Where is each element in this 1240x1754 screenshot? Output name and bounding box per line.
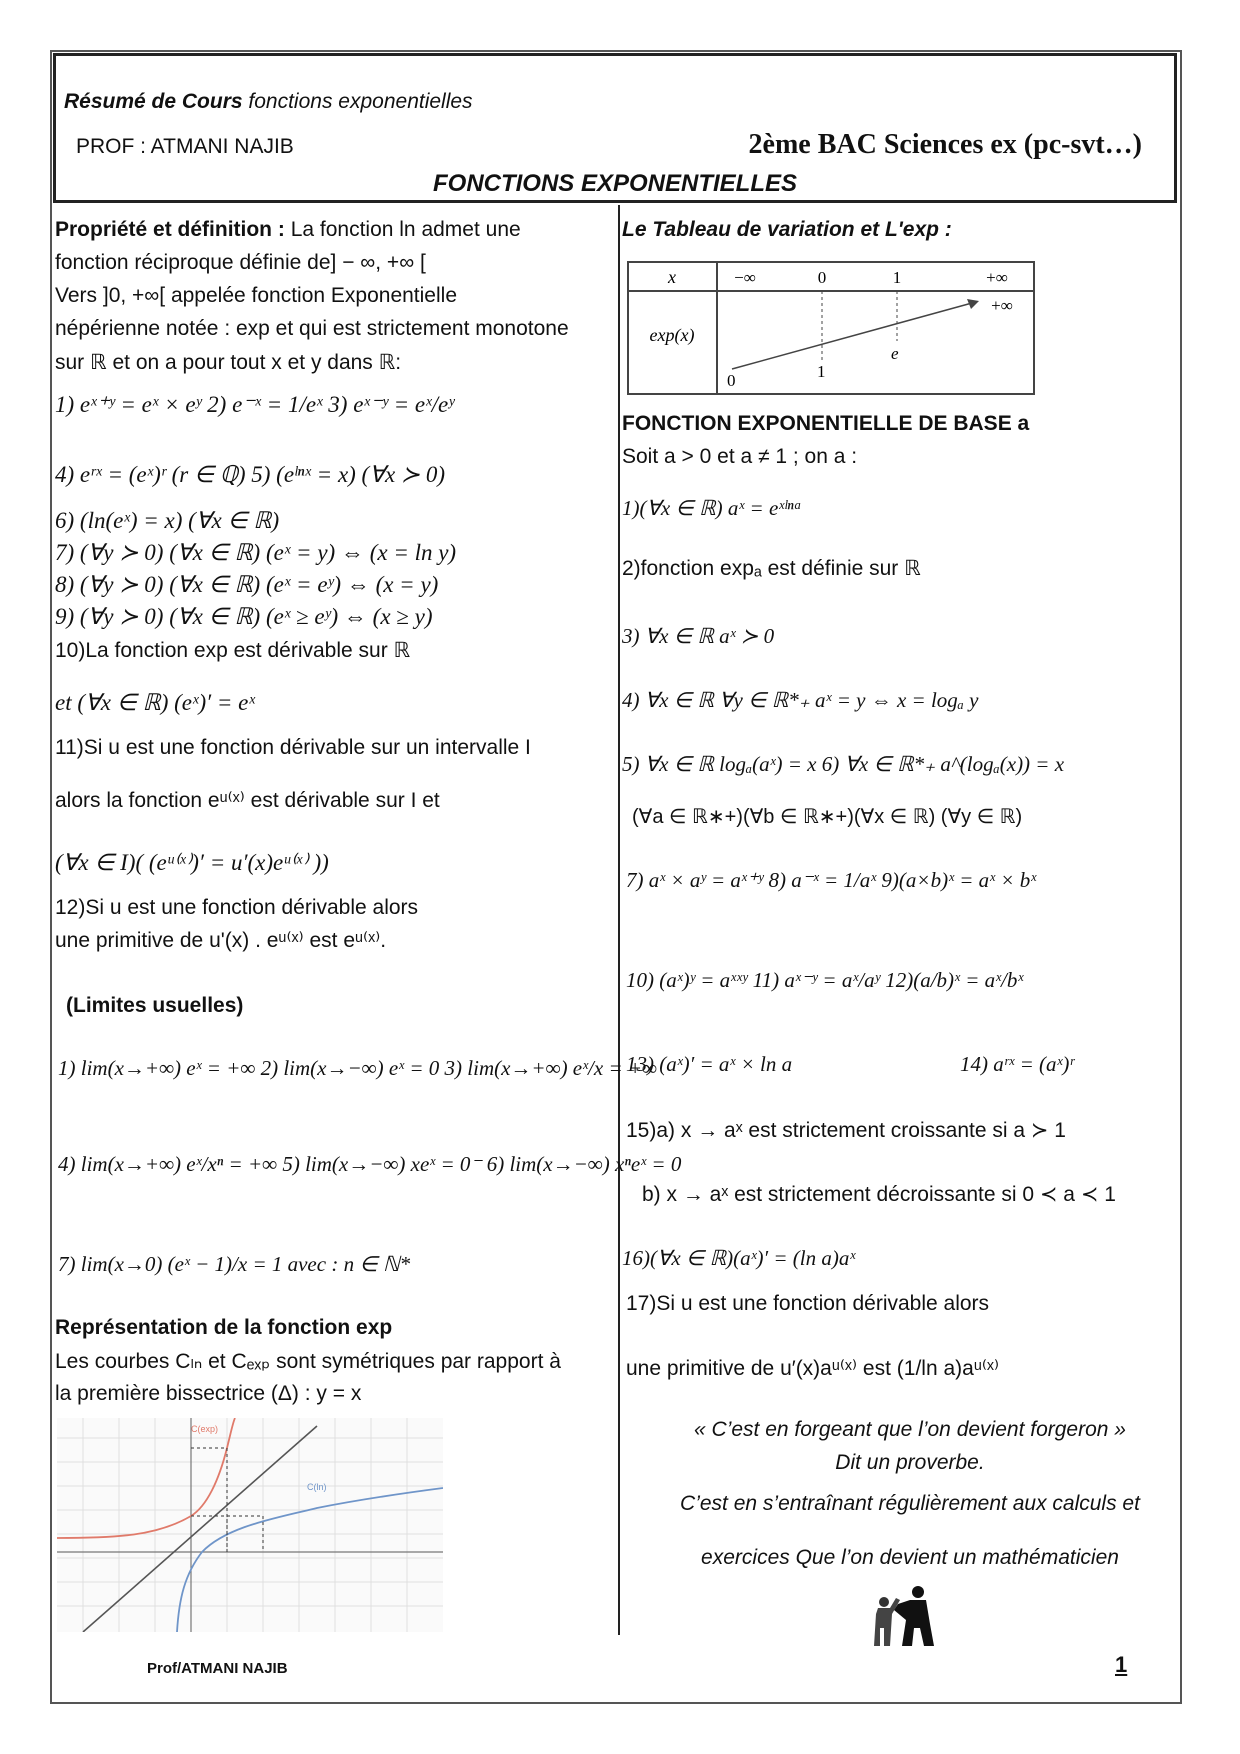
base-intro: Soit a > 0 et a ≠ 1 ; on a : [622,445,858,468]
table-val-minus-inf: −∞ [734,268,756,287]
base-prop-7-9: 7) aˣ × aʸ = aˣ⁺ʸ 8) a⁻ˣ = 1/aˣ 9)(a×b)ˣ = aˣ × bˣ [626,868,1037,892]
base-prop-10-12: 10) (aˣ)ʸ = aˣˣʸ 11) aˣ⁻ʸ = aˣ/aʸ 12)(a/b)ˣ = aˣ/bˣ [626,968,1024,992]
base-prop-1: 1)(∀x ∈ ℝ) aˣ = eˣˡⁿᵃ [622,496,803,520]
page-title: FONCTIONS EXPONENTIELLES [432,170,798,197]
graph-label-ln: C(ln) [307,1482,327,1492]
table-image-one: 1 [817,362,826,381]
prop-4-5: 4) eʳˣ = (eˣ)ʳ (r ∈ ℚ) 5) (eˡⁿˣ = x) (∀x ≻ 0) [55,462,446,487]
exp-ln-graph [57,1418,443,1632]
course-label: Résumé de Cours fonctions exponentielles [64,90,473,113]
prop-11b: alors la fonction eᵘ⁽ˣ⁾ est dérivable sur I et [55,789,440,812]
footer-prof: Prof/ATMANI NAJIB [147,1660,288,1677]
limits-7: 7) lim(x→0) (eˣ − 1)/x = 1 avec : n ∈ ℕ* [58,1252,411,1276]
base-prop-17a: 17)Si u est une fonction dérivable alors [626,1292,990,1315]
base-prop-13: 13) (aˣ)′ = aˣ × ln a [626,1052,793,1076]
table-val-plus-inf: +∞ [986,268,1008,287]
prop-12a: 12)Si u est une fonction dérivable alors [55,896,419,919]
prof-label: PROF : ATMANI NAJIB [76,135,294,158]
graph-label-exp: C(exp) [191,1424,219,1434]
def-line1: Propriété et définition : La fonction ln admet une [55,218,521,241]
quote-line2: Dit un proverbe. [835,1451,985,1474]
base-quantifiers: (∀a ∈ ℝ∗+)(∀b ∈ ℝ∗+)(∀x ∈ ℝ) (∀y ∈ ℝ) [632,806,1023,828]
prop-12b: une primitive de u'(x) . eᵘ⁽ˣ⁾ est eᵘ⁽ˣ⁾. [55,929,387,952]
base-prop-15b: b) x → aˣ est strictement décroissante si 0 ≺ a ≺ 1 [642,1183,1116,1206]
variation-table [627,261,1035,395]
base-prop-4: 4) ∀x ∈ ℝ ∀y ∈ ℝ*₊ aˣ = y ⇔ x = logₐ y [622,688,979,712]
class-label: 2ème BAC Sciences ex (pc-svt…) [748,129,1142,160]
base-prop-16: 16)(∀x ∈ ℝ)(aˣ)′ = (ln a)aˣ [622,1246,856,1270]
prop-7: 7) (∀y ≻ 0) (∀x ∈ ℝ) (eˣ = y) ⇔ (x = ln y) [55,540,457,565]
quote-line4: exercices Que l’on devient un mathématicien [701,1546,1119,1569]
def-line4: népérienne notée : exp et qui est strictement monotone [55,317,569,340]
base-prop-5-6: 5) ∀x ∈ ℝ logₐ(aˣ) = x 6) ∀x ∈ ℝ*₊ a^(logₐ(x)) = x [622,752,1065,776]
representation-title: Représentation de la fonction exp [55,1316,393,1339]
prop-10a: 10)La fonction exp est dérivable sur ℝ [55,639,411,662]
base-prop-14: 14) aʳˣ = (aˣ)ʳ [960,1052,1075,1076]
table-image-e: e [891,344,899,363]
prop-11a: 11)Si u est une fonction dérivable sur un intervalle I [55,736,531,759]
representation-line2: la première bissectrice (Δ) : y = x [55,1382,362,1405]
table-val-1: 1 [892,268,902,287]
representation-line1: Les courbes Cₗₙ et Cₑₓₚ sont symétriques par rapport à [55,1350,561,1373]
column-divider [618,205,620,1635]
def-line5: sur ℝ et on a pour tout x et y dans ℝ: [55,351,402,374]
base-prop-3: 3) ∀x ∈ ℝ aˣ ≻ 0 [622,624,775,648]
base-prop-2: 2)fonction expₐ est définie sur ℝ [622,557,921,580]
table-x-label: x [668,267,676,287]
prop-11c: (∀x ∈ I)( (eᵘ⁽ˣ⁾)′ = u′(x)eᵘ⁽ˣ⁾ )) [55,850,329,875]
header-box [53,53,1177,203]
limits-title: (Limites usuelles) [66,994,244,1017]
page-number: 1 [1115,1652,1128,1677]
base-prop-15a: 15)a) x → aˣ est strictement croissante si a ≻ 1 [626,1119,1066,1142]
prop-9: 9) (∀y ≻ 0) (∀x ∈ ℝ) (eˣ ≥ eʸ) ⇔ (x ≥ y) [55,604,433,629]
variation-title: Le Tableau de variation et L'exp : [622,218,952,241]
table-fx-label: exp(x) [649,325,695,345]
silhouette-illustration-icon [864,1584,940,1650]
def-line3: Vers ]0, +∞[ appelée fonction Exponentielle [55,284,457,307]
quote-line3: C’est en s’entraînant régulièrement aux calculs et [680,1492,1140,1515]
table-limit-plus-inf: +∞ [991,296,1013,315]
table-limit-zero: 0 [727,371,736,390]
prop-10b: et (∀x ∈ ℝ) (eˣ)′ = eˣ [55,690,255,715]
table-val-0: 0 [817,268,827,287]
prop-1-3: 1) eˣ⁺ʸ = eˣ × eʸ 2) e⁻ˣ = 1/eˣ 3) eˣ⁻ʸ = eˣ/eʸ [55,392,455,417]
quote-line1: « C’est en forgeant que l’on devient forgeron » [694,1418,1126,1441]
limits-1-3: 1) lim(x→+∞) eˣ = +∞ 2) lim(x→−∞) eˣ = 0 3) lim(x→+∞) eˣ/x = +∞ [58,1056,658,1080]
prop-8: 8) (∀y ≻ 0) (∀x ∈ ℝ) (eˣ = eʸ) ⇔ (x = y) [55,572,439,597]
base-title: FONCTION EXPONENTIELLE DE BASE a [622,412,1030,435]
limits-4-6: 4) lim(x→+∞) eˣ/xⁿ = +∞ 5) lim(x→−∞) xeˣ = 0⁻ 6) lim(x→−∞) xⁿeˣ = 0 [58,1152,682,1176]
base-prop-17b: une primitive de u′(x)aᵘ⁽ˣ⁾ est (1/ln a)aᵘ⁽ˣ⁾ [626,1357,1000,1380]
prop-6: 6) (ln(eˣ) = x) (∀x ∈ ℝ) [55,508,280,533]
def-line2: fonction réciproque définie de] − ∞, +∞ [ [55,251,426,274]
